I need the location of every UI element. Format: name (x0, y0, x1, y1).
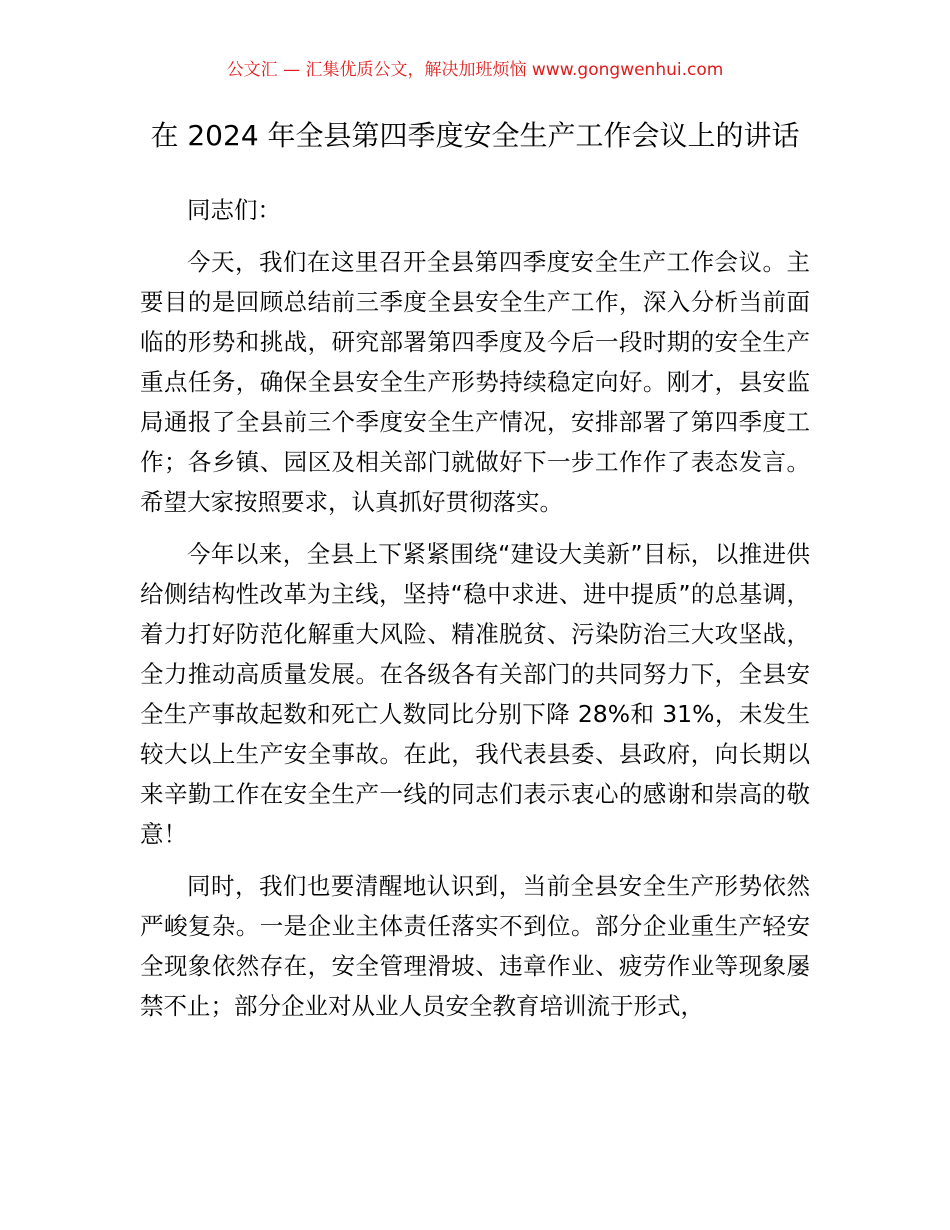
header-banner[interactable]: 公文汇 — 汇集优质公文，解决加班烦恼 www.gongwenhui.com (226, 60, 724, 80)
paragraph-2: 今年以来，全县上下紧紧围绕“建设大美新”目标，以推进供给侧结构性改革为主线，坚持“稳中求进、进中提质”的总基调，着力打好防范化解重大风险、精准脱贫、污染防治三大攻坚战，全力推动高质量发展。在各级各有关部门的共同努力下，全县安全生产事故起数和死亡人数同比分别下降 28%和 31%，未发生较大以上生产安全事故。在此，我代表县委、县政府，向长期以来辛勤工作在安全生产一线的同志们表示衷心的感谢和崇高的敬意！ (140, 540, 810, 848)
document-body (140, 190, 810, 1038)
document-title: 在 2024 年全县第四季度安全生产工作会议上的讲话 (150, 119, 800, 152)
salutation: 同志们： (187, 196, 281, 224)
paragraph-1: 今天，我们在这里召开全县第四季度安全生产工作会议。主要目的是回顾总结前三季度全县安全生产工作，深入分析当前面临的形势和挑战，研究部署第四季度及今后一段时期的安全生产重点任务，确保全县安全生产形势持续稳定向好。刚才，县安监局通报了全县前三个季度安全生产情况，安排部署了第四季度工作；各乡镇、园区及相关部门就做好下一步工作作了表态发言。希望大家按照要求，认真抓好贯彻落实。 (140, 248, 810, 516)
paragraph-3: 同时，我们也要清醒地认识到，当前全县安全生产形势依然严峻复杂。一是企业主体责任落实不到位。部分企业重生产轻安全现象依然存在，安全管理滑坡、违章作业、疲劳作业等现象屡禁不止；部分企业对从业人员安全教育培训流于形式， (140, 872, 810, 1020)
